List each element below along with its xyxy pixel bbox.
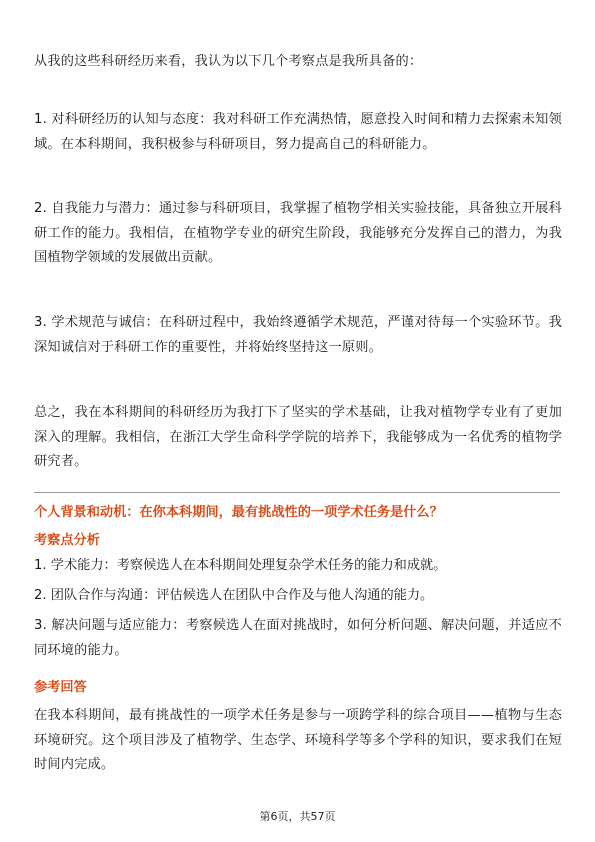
analysis-title: 考察点分析 (34, 533, 100, 548)
page-footer: 第6页，共57页 (259, 810, 336, 823)
section-divider (34, 492, 560, 493)
analysis-item-1: 1. 学术能力：考察候选人在本科期间处理复杂学术任务的能力和成就。 (34, 558, 447, 573)
analysis-item-3: 3. 解决问题与适应能力：考察候选人在面对挑战时，如何分析问题、解决问题，并适应不同环境的能力。 (34, 618, 562, 658)
answer-title: 参考回答 (34, 680, 87, 695)
summary-paragraph: 总之，我在本科期间的科研经历为我打下了坚实的学术基础，让我对植物学专业有了更加深入的理解。我相信，在浙江大学生命科学学院的培养下，我能够成为一名优秀的植物学研究者。 (34, 405, 562, 469)
answer-paragraph: 在我本科期间，最有挑战性的一项学术任务是参与一项跨学科的综合项目——植物与生态环境研究。这个项目涉及了植物学、生态学、环境科学等多个学科的知识，要求我们在短时间内完成。 (34, 708, 562, 772)
point-3-paragraph: 3. 学术规范与诚信：在科研过程中，我始终遵循学术规范，严谨对待每一个实验环节。我深知诚信对于科研工作的重要性，并将始终坚持这一原则。 (34, 315, 562, 355)
analysis-item-2: 2. 团队合作与沟通：评估候选人在团队中合作及与他人沟通的能力。 (34, 588, 434, 603)
question-heading: 个人背景和动机：在你本科期间，最有挑战性的一项学术任务是什么？ (34, 505, 443, 520)
point-1-paragraph: 1. 对科研经历的认知与态度：我对科研工作充满热情，愿意投入时间和精力去探索未知领域。在本科期间，我积极参与科研项目，努力提高自己的科研能力。 (34, 112, 562, 152)
point-2-paragraph: 2. 自我能力与潜力：通过参与科研项目，我掌握了植物学相关实验技能，具备独立开展科研工作的能力。我相信，在植物学专业的研究生阶段，我能够充分发挥自己的潜力，为我国植物学领域的发展做出贡献。 (34, 201, 562, 265)
intro-paragraph: 从我的这些科研经历来看，我认为以下几个考察点是我所具备的： (34, 54, 423, 69)
